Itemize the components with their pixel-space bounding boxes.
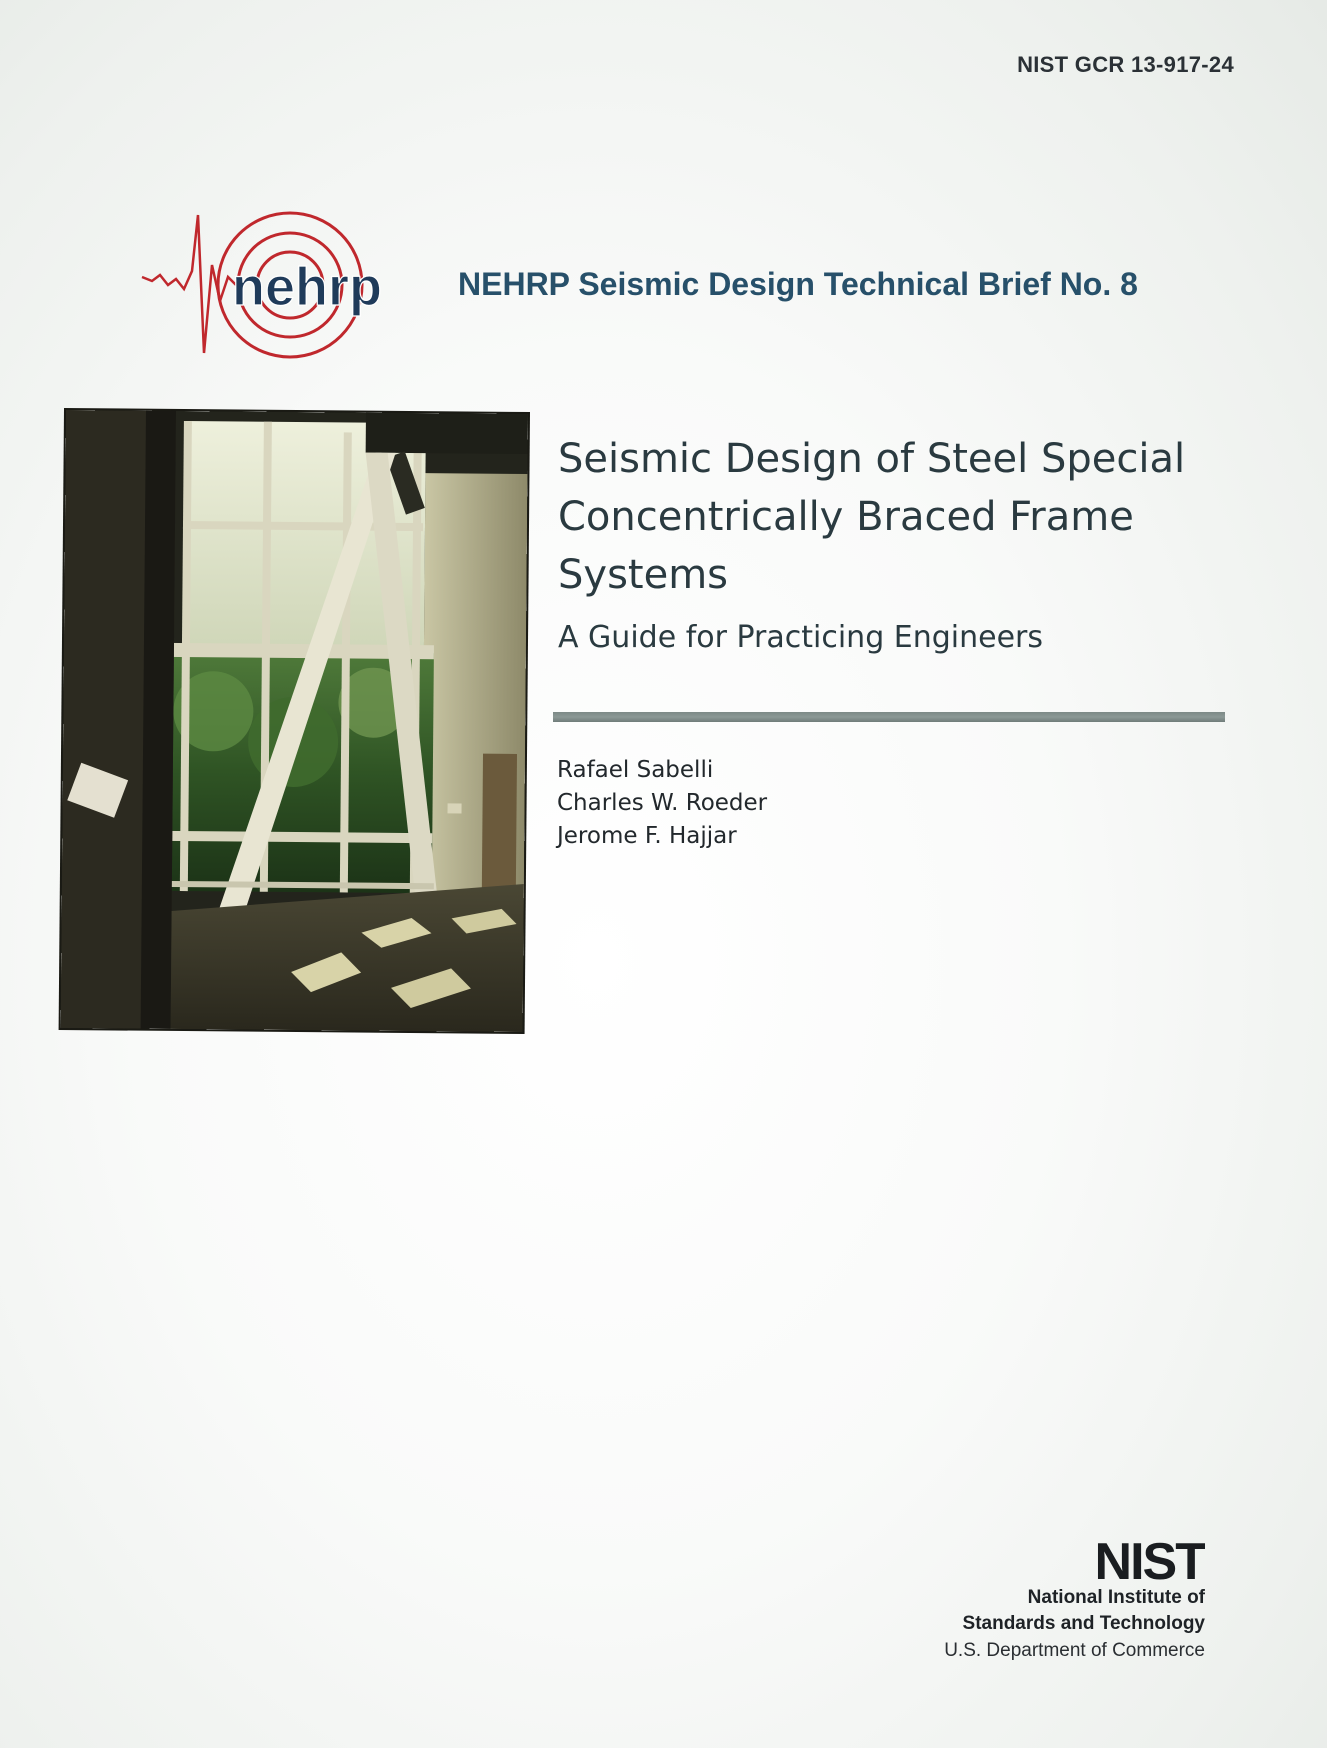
main-title-line-3: Systems [558, 552, 728, 598]
publisher-name-line-2: Standards and Technology [962, 1613, 1205, 1634]
main-title-line-2: Concentrically Braced Frame [558, 494, 1134, 540]
title-divider [553, 712, 1225, 722]
series-title: NEHRP Seismic Design Technical Brief No. 8 [458, 266, 1138, 302]
subtitle: A Guide for Practicing Engineers [558, 620, 1044, 655]
nehrp-logo [140, 205, 430, 365]
author-name: Rafael Sabelli [557, 757, 714, 783]
publisher-block [944, 1535, 1205, 1665]
report-number: NIST GCR 13-917-24 [1017, 52, 1234, 77]
publisher-department: U.S. Department of Commerce [944, 1640, 1205, 1661]
author-list [557, 754, 767, 853]
author-name: Charles W. Roeder [557, 790, 768, 816]
nist-logo-text: NIST [1094, 1535, 1205, 1585]
author-name: Jerome F. Hajjar [557, 823, 737, 849]
main-title-line-1: Seismic Design of Steel Special [558, 436, 1186, 482]
publisher-name-line-1: National Institute of [1027, 1587, 1205, 1608]
cover-photo [61, 410, 528, 1032]
main-title [558, 430, 1258, 604]
nehrp-logo-text: nehrp [232, 257, 383, 317]
nist-logo [1045, 1535, 1205, 1585]
